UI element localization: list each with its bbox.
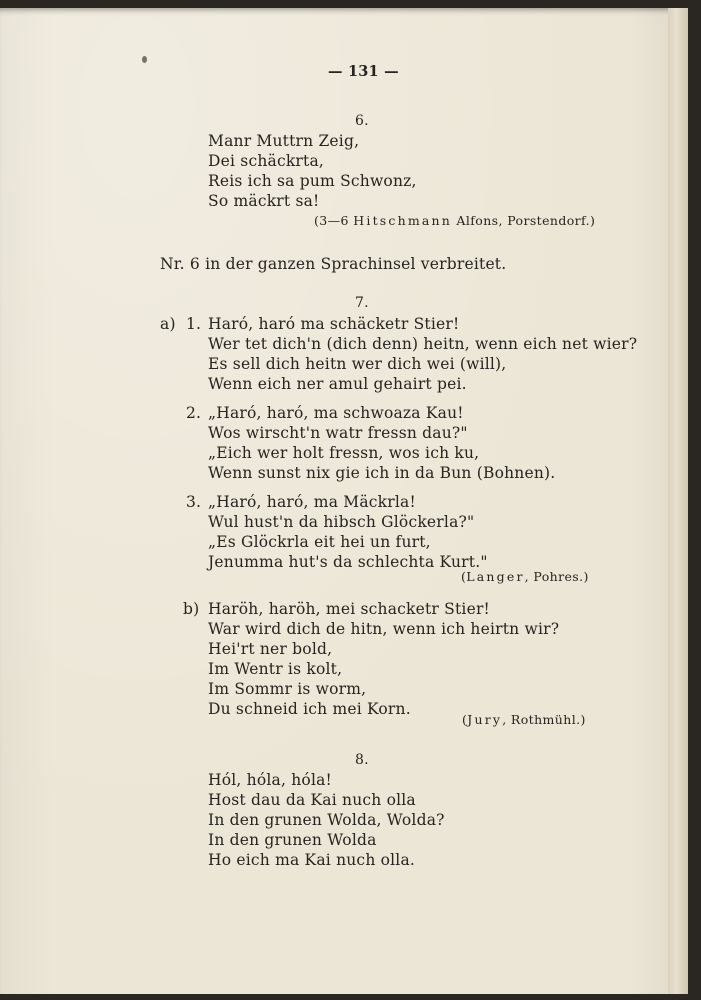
song-6-number: 6. <box>355 113 369 129</box>
page-edge <box>668 8 688 994</box>
verse-3-line-4: Jenumma hut's da schlechta Kurt." <box>208 553 488 571</box>
song-6-line-3: Reis ich sa pum Schwonz, <box>208 172 417 190</box>
verse-1-line-2: Wer tet dich'n (dich denn) heitn, wenn eich net wier? <box>208 335 638 353</box>
part-b-line-5: Im Sommr is worm, <box>208 680 367 698</box>
song-6-source: (3—6 Hitschmann Alfons, Porstendorf.) <box>314 213 596 228</box>
verse-3-line-2: Wul hust'n da hibsch Glöckerla?" <box>208 513 475 531</box>
song-6-line-2: Dei schäckrta, <box>208 152 325 170</box>
part-b-line-4: Im Wentr is kolt, <box>208 660 343 678</box>
paper-spot <box>142 56 147 63</box>
song-7-number: 7. <box>355 295 369 311</box>
song-8-line-4: In den grunen Wolda <box>208 831 377 849</box>
verse-2-number: 2. <box>186 404 202 422</box>
verse-2-line-2: Wos wirscht'n watr fressn dau?" <box>208 424 468 442</box>
page-number: — 131 — <box>328 63 399 80</box>
part-b-line-2: War wird dich de hitn, wenn ich heirtn wir? <box>208 620 560 638</box>
verse-1-line-4: Wenn eich ner amul gehairt pei. <box>208 375 467 393</box>
verse-3-line-1: „Haró, haró, ma Mäckrla! <box>208 493 416 511</box>
part-a-source: (Langer, Pohres.) <box>461 569 589 584</box>
song-6-line-4: So mäckrt sa! <box>208 192 320 210</box>
part-b-line-1: Haröh, haröh, mei schacketr Stier! <box>208 600 490 618</box>
verse-2-line-1: „Haró, haró, ma schwoaza Kau! <box>208 404 464 422</box>
verse-1-number: 1. <box>186 315 202 333</box>
part-b-source: (Jury, Rothmühl.) <box>462 712 586 727</box>
part-a-label: a) <box>160 315 176 333</box>
part-b-line-6: Du schneid ich mei Korn. <box>208 700 411 718</box>
song-8-line-1: Hól, hóla, hóla! <box>208 771 332 789</box>
verse-3-line-3: „Es Glöckrla eit hei un furt, <box>208 533 431 551</box>
verse-1-line-3: Es sell dich heitn wer dich wei (will), <box>208 355 507 373</box>
verse-3-number: 3. <box>186 493 202 511</box>
song-8-number: 8. <box>355 752 369 768</box>
song-8-line-2: Host dau da Kai nuch olla <box>208 791 416 809</box>
verse-2-line-4: Wenn sunst nix gie ich in da Bun (Bohnen). <box>208 464 556 482</box>
part-b-label: b) <box>183 600 200 618</box>
part-b-line-3: Hei'rt ner bold, <box>208 640 333 658</box>
song-8-line-3: In den grunen Wolda, Wolda? <box>208 811 445 829</box>
verse-1-line-1: Haró, haró ma schäcketr Stier! <box>208 315 460 333</box>
verse-2-line-3: „Eich wer holt fressn, wos ich ku, <box>208 444 480 462</box>
song-6-line-1: Manr Muttrn Zeig, <box>208 132 360 150</box>
note-paragraph: Nr. 6 in der ganzen Sprachinsel verbreitet. <box>160 255 507 273</box>
song-8-line-5: Ho eich ma Kai nuch olla. <box>208 851 416 869</box>
